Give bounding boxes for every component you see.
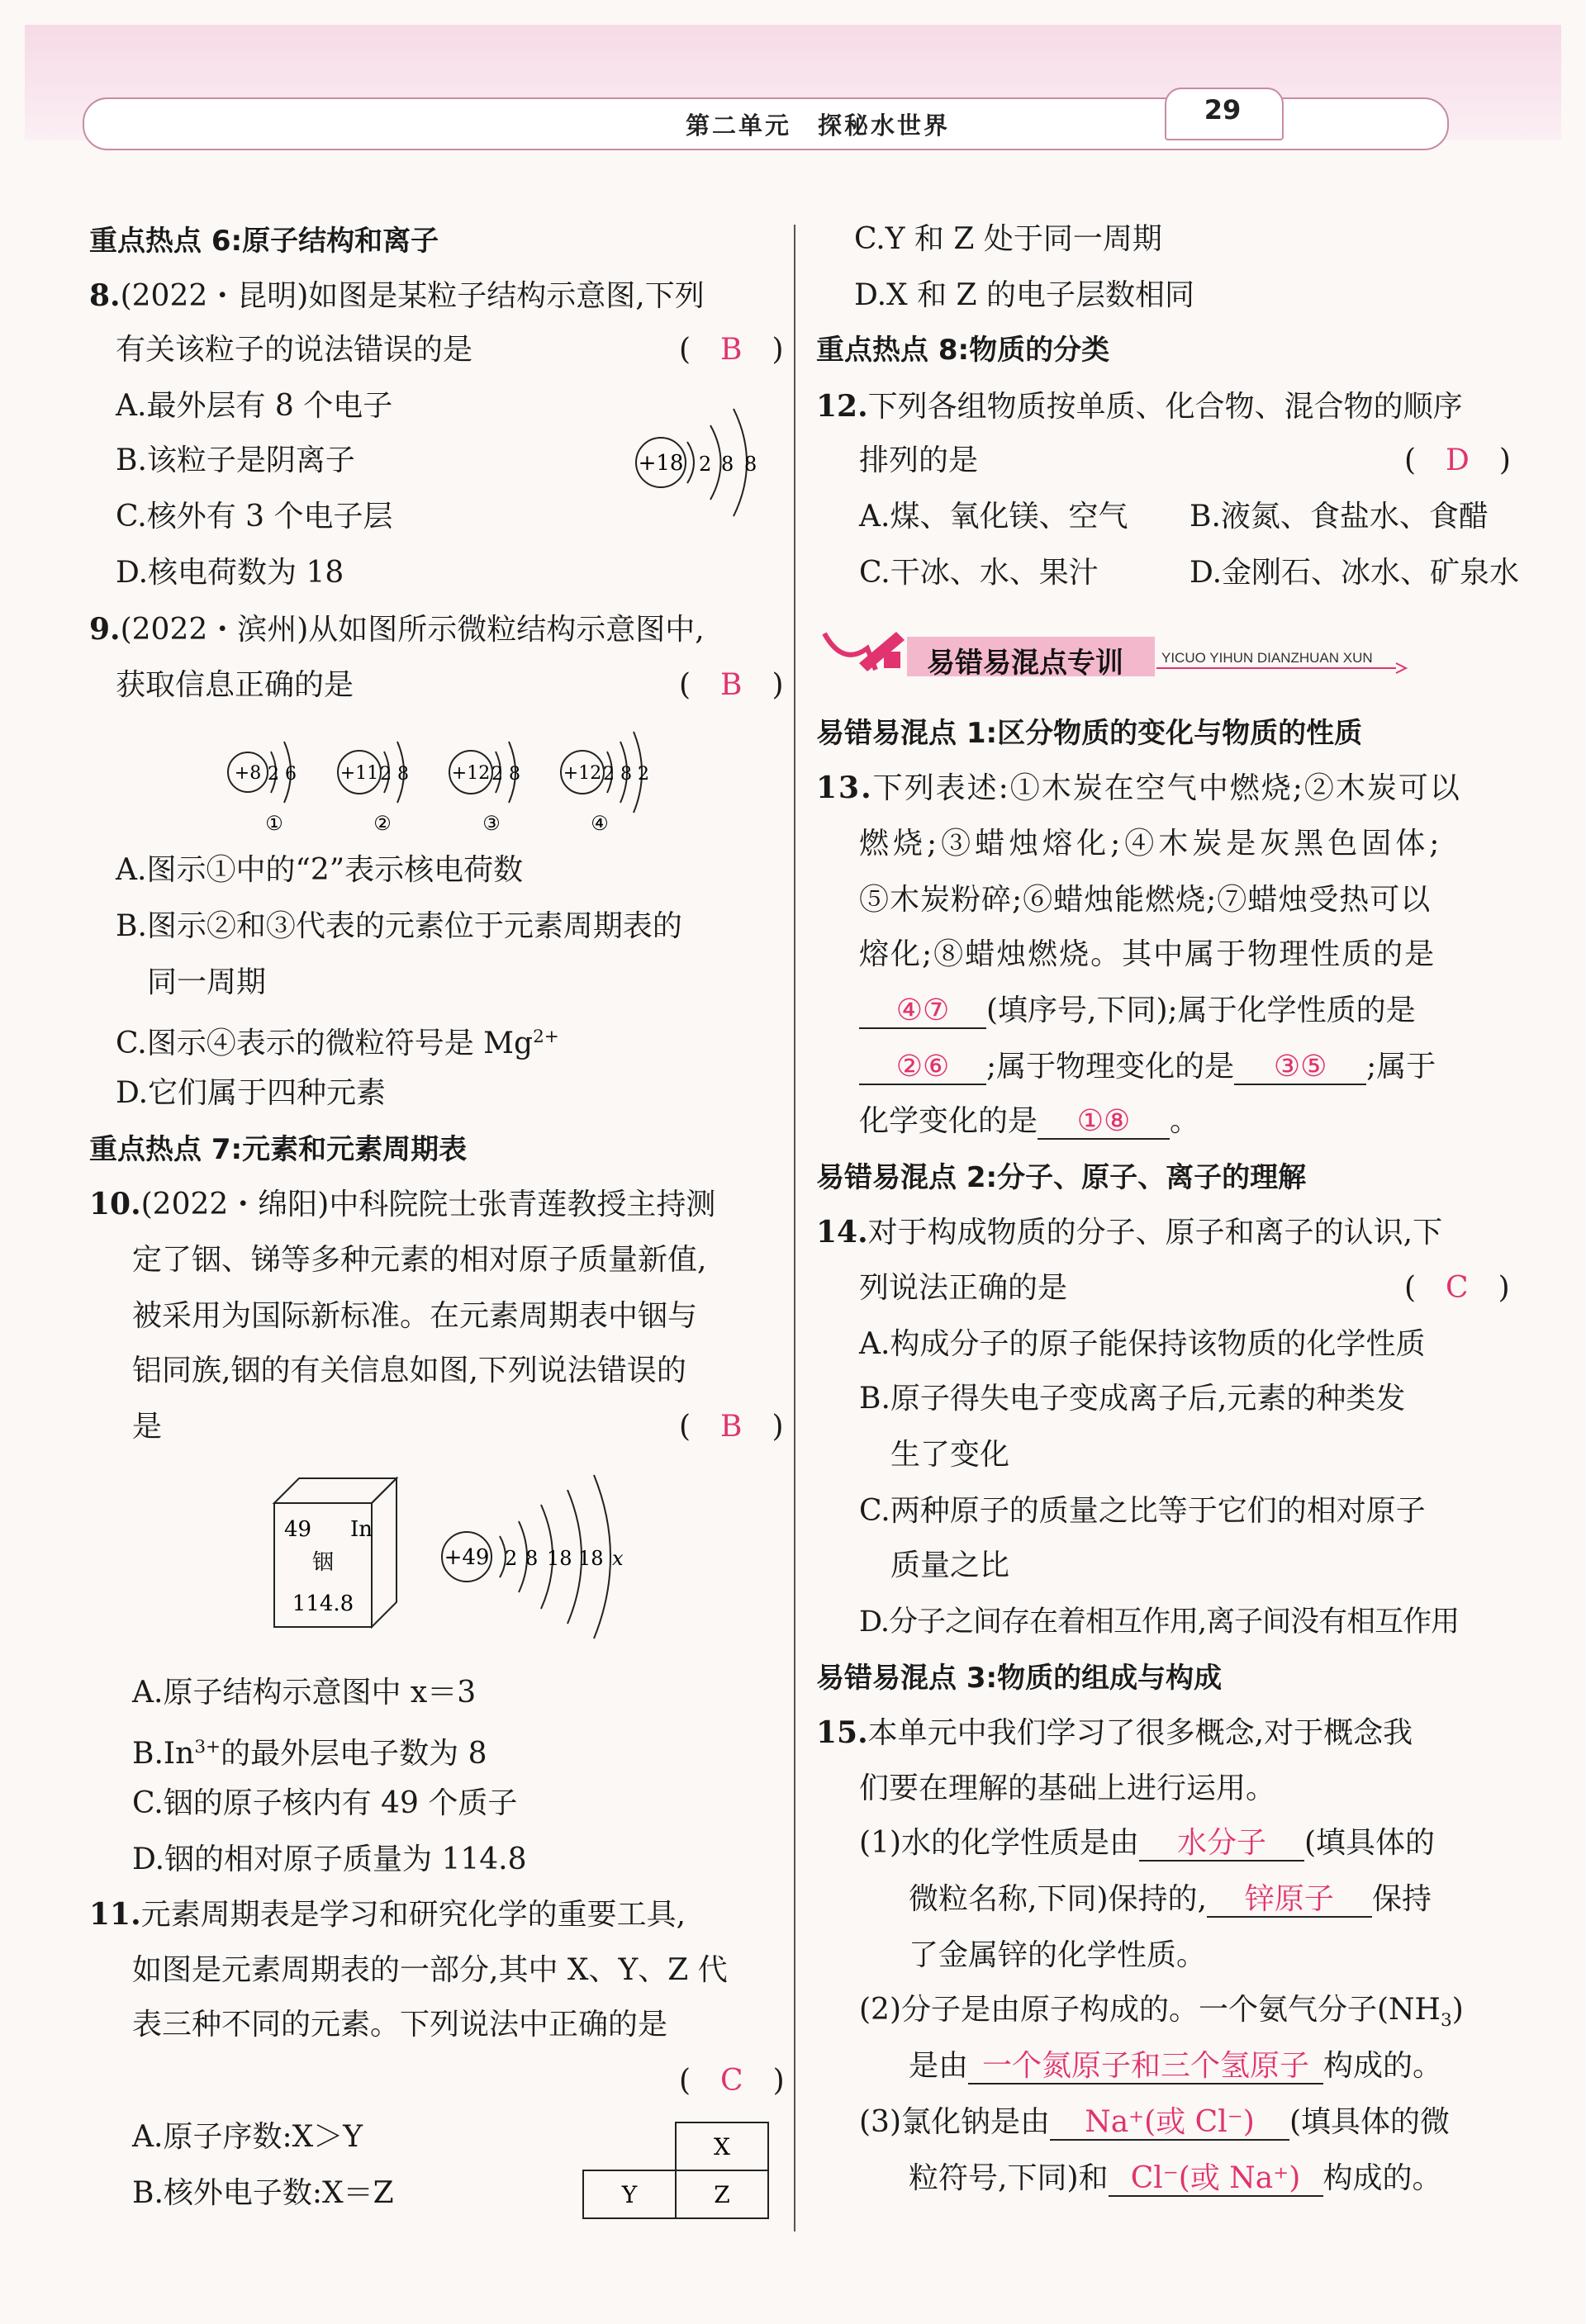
q15-part2-line2: 是由 一个氮原子和三个氢原子 构成的。: [909, 2049, 1443, 2083]
q9-option-d: D.它们属于四种元素: [116, 1076, 387, 1110]
question-10-answer: ( B ): [679, 1410, 784, 1444]
svg-text:x: x: [612, 1547, 624, 1570]
column-divider: [794, 225, 795, 2232]
page-header: [0, 25, 1586, 149]
question-15-line1: 15.本单元中我们学习了很多概念,对于概念我: [816, 1715, 1413, 1750]
question-8-line1: 8.(2022・昆明)如图是某粒子结构示意图,下列: [89, 278, 705, 313]
q9-diagram-4: [561, 732, 649, 835]
question-13-line3: ⑤木炭粉碎;⑥蜡烛能燃烧;⑦蜡烛受热可以: [859, 883, 1432, 917]
question-10-line3: 被采用为国际新标准。在元素周期表中铟与: [132, 1299, 698, 1333]
q12-option-d: D.金刚石、冰水、矿泉水: [1190, 556, 1520, 590]
svg-text:2 6: 2 6: [268, 764, 297, 785]
q15-blank-1: 水分子: [1139, 1827, 1304, 1862]
section-heading-6: 重点热点 6:原子结构和离子: [89, 225, 439, 258]
svg-text:+18: +18: [638, 451, 684, 476]
q15-part3-line1: (3)氯化钠是由 Na⁺(或 Cl⁻) (填具体的微: [859, 2105, 1451, 2139]
svg-text:In: In: [350, 1517, 373, 1542]
svg-text:Z: Z: [714, 2181, 730, 2208]
svg-text:8: 8: [744, 453, 757, 476]
svg-text:③: ③: [482, 812, 501, 835]
q8-option-a: A.最外层有 8 个电子: [116, 389, 393, 423]
question-9-line2: 获取信息正确的是: [116, 668, 354, 702]
q9-diagram-3: [449, 742, 520, 835]
q10-option-a: A.原子结构示意图中 x＝3: [132, 1676, 477, 1710]
special-training-banner: [818, 624, 1413, 681]
svg-text:2 8 2: 2 8 2: [603, 764, 649, 785]
q9-atom-diagrams: [215, 727, 677, 842]
question-14-line1: 14.对于构成物质的分子、原子和离子的认识,下: [816, 1215, 1443, 1250]
question-8-answer: ( B ): [679, 333, 784, 367]
question-14-answer: ( C ): [1404, 1271, 1510, 1305]
q12-option-c: C.干冰、水、果汁: [859, 556, 1099, 590]
svg-text:2 8: 2 8: [380, 764, 409, 785]
question-11-line3: 表三种不同的元素。下列说法中正确的是: [132, 2008, 668, 2042]
banner-title: 易错易混点专训: [927, 647, 1123, 680]
svg-text:18: 18: [578, 1547, 604, 1570]
error-point-3-heading: 易错易混点 3:物质的组成与构成: [816, 1662, 1223, 1695]
svg-text:2 8: 2 8: [491, 764, 520, 785]
q14-option-b-line2: 生了变化: [890, 1438, 1010, 1472]
svg-text:+11: +11: [340, 763, 379, 784]
q14-option-d: D.分子之间存在着相互作用,离子间没有相互作用: [859, 1605, 1460, 1639]
unit-title: 第二单元 探秘水世界: [686, 111, 951, 140]
question-14-line2: 列说法正确的是: [859, 1271, 1068, 1305]
svg-text:+12: +12: [451, 763, 491, 784]
q8-option-b: B.该粒子是阴离子: [116, 443, 355, 477]
question-11-line2: 如图是元素周期表的一部分,其中 X、Y、Z 代: [132, 1953, 728, 1987]
q15-blank-2: 锌原子: [1207, 1883, 1372, 1918]
q9-option-a: A.图示①中的“2”表示核电荷数: [116, 853, 524, 887]
svg-text:49: 49: [284, 1517, 312, 1542]
svg-text:+8: +8: [234, 763, 262, 784]
svg-text:X: X: [714, 2133, 730, 2160]
question-13-line6: ②⑥ ;属于物理变化的是 ③⑤ ;属于: [859, 1049, 1436, 1085]
question-13-line2: 燃烧;③蜡烛熔化;④木炭是灰黑色固体;: [859, 827, 1444, 861]
section-heading-7: 重点热点 7:元素和元素周期表: [89, 1133, 468, 1166]
svg-text:铟: 铟: [311, 1550, 335, 1575]
q11-option-c: C.Y 和 Z 处于同一周期: [854, 222, 1162, 256]
svg-text:18: 18: [547, 1547, 572, 1570]
svg-text:8: 8: [721, 453, 734, 476]
question-9-answer: ( B ): [679, 668, 784, 702]
q15-blank-4: Na⁺(或 Cl⁻): [1050, 2106, 1289, 2141]
question-10-line4: 铝同族,铟的有关信息如图,下列说法错误的: [132, 1354, 686, 1387]
q11-option-a: A.原子序数:X＞Y: [132, 2120, 363, 2154]
question-8-line2: 有关该粒子的说法错误的是: [116, 333, 473, 367]
q14-option-b-line1: B.原子得失电子变成离子后,元素的种类发: [859, 1382, 1406, 1416]
question-12-answer: ( D ): [1404, 443, 1511, 477]
q11-option-d: D.X 和 Z 的电子层数相同: [854, 278, 1194, 312]
q9-option-b-line2: 同一周期: [147, 965, 267, 999]
q9-diagram-1: [228, 742, 297, 835]
question-12-line1: 12.下列各组物质按单质、化合物、混合物的顺序: [816, 389, 1463, 424]
q10-option-d: D.铟的相对原子质量为 114.8: [132, 1843, 527, 1876]
svg-text:+49: +49: [444, 1545, 490, 1570]
q13-blank-2: ②⑥: [859, 1051, 986, 1085]
question-13-line4: 熔化;⑧蜡烛燃烧。其中属于物理性质的是: [859, 937, 1436, 971]
svg-text:①: ①: [265, 812, 283, 835]
banner-pinyin: YICUO YIHUN DIANZHUAN XUN: [1161, 650, 1373, 666]
svg-text:2: 2: [505, 1547, 518, 1570]
question-11-line1: 11.元素周期表是学习和研究化学的重要工具,: [89, 1897, 686, 1932]
svg-text:114.8: 114.8: [292, 1591, 354, 1616]
q9-option-b-line1: B.图示②和③代表的元素位于元素周期表的: [116, 909, 682, 943]
q15-part3-line2: 粒符号,下同)和 Cl⁻(或 Na⁺) 构成的。: [909, 2161, 1442, 2195]
q9-diagram-2: [338, 742, 409, 835]
question-9-line1: 9.(2022・滨州)从如图所示微粒结构示意图中,: [89, 612, 705, 647]
q14-option-c-line2: 质量之比: [890, 1549, 1010, 1582]
svg-text:④: ④: [591, 812, 609, 835]
question-13-line7: 化学变化的是 ①⑧ 。: [859, 1104, 1200, 1138]
q15-part2-line1: (2)分子是由原子构成的。一个氨气分子$(NH_3)$: [859, 1993, 1464, 2032]
question-15-line2: 们要在理解的基础上进行运用。: [859, 1771, 1276, 1805]
q11-option-b: B.核外电子数:X＝Z: [132, 2176, 394, 2210]
question-12-line2: 排列的是: [859, 443, 979, 477]
q14-option-a: A.构成分子的原子能保持该物质的化学性质: [859, 1327, 1426, 1361]
svg-text:+12: +12: [563, 763, 602, 784]
question-10-line2: 定了铟、锑等多种元素的相对原子质量新值,: [132, 1243, 707, 1277]
q14-option-c-line1: C.两种原子的质量之比等于它们的相对原子: [859, 1494, 1426, 1528]
error-point-1-heading: 易错易混点 1:区分物质的变化与物质的性质: [816, 717, 1363, 750]
q15-blank-3: 一个氮原子和三个氢原子: [968, 2050, 1323, 2084]
error-point-2-heading: 易错易混点 2:分子、原子、离子的理解: [816, 1161, 1307, 1194]
q15-part1-line1: (1)水的化学性质是由 水分子 (填具体的: [859, 1826, 1436, 1860]
indium-element-cell: [264, 1470, 405, 1635]
question-11-answer: ( C ): [679, 2064, 785, 2098]
question-13-line1: 13.下列表述:①木炭在空气中燃烧;②木炭可以: [816, 771, 1461, 805]
svg-text:2: 2: [699, 453, 712, 476]
periodic-table-fragment: [578, 2119, 776, 2227]
section-heading-8: 重点热点 8:物质的分类: [816, 334, 1110, 367]
q15-blank-5: Cl⁻(或 Na⁺): [1109, 2162, 1323, 2197]
indium-atom-diagram: [434, 1470, 640, 1643]
q15-part1-line2: 微粒名称,下同)保持的, 锌原子 保持: [909, 1882, 1432, 1916]
q15-part1-line3: 了金属锌的化学性质。: [909, 1938, 1207, 1972]
q12-option-a: A.煤、氧化镁、空气: [859, 500, 1128, 534]
svg-text:8: 8: [525, 1547, 539, 1570]
q9-option-c: C.图示④表示的微粒符号是 $Mg^{2+}$: [116, 1027, 559, 1060]
question-13-line5: ④⑦ (填序号,下同);属于化学性质的是: [859, 993, 1416, 1029]
q10-option-c: C.铟的原子核内有 49 个质子: [132, 1786, 518, 1820]
q8-atom-diagram: [628, 380, 776, 529]
q13-blank-1: ④⑦: [859, 994, 986, 1029]
q10-option-b: $B.In^{3+}$的最外层电子数为 8: [132, 1737, 487, 1771]
question-10-line1: 10.(2022・绵阳)中科院院士张青莲教授主持测: [89, 1187, 716, 1221]
q12-option-b: B.液氮、食盐水、食醋: [1190, 500, 1489, 534]
q8-option-c: C.核外有 3 个电子层: [116, 500, 393, 534]
q13-blank-4: ①⑧: [1038, 1105, 1170, 1140]
q8-option-d: D.核电荷数为 18: [116, 556, 344, 590]
page-number: 29: [1204, 94, 1242, 126]
svg-text:Y: Y: [621, 2181, 638, 2208]
q13-blank-3: ③⑤: [1234, 1051, 1366, 1085]
svg-text:②: ②: [373, 812, 392, 835]
question-10-line5: 是: [132, 1410, 163, 1444]
